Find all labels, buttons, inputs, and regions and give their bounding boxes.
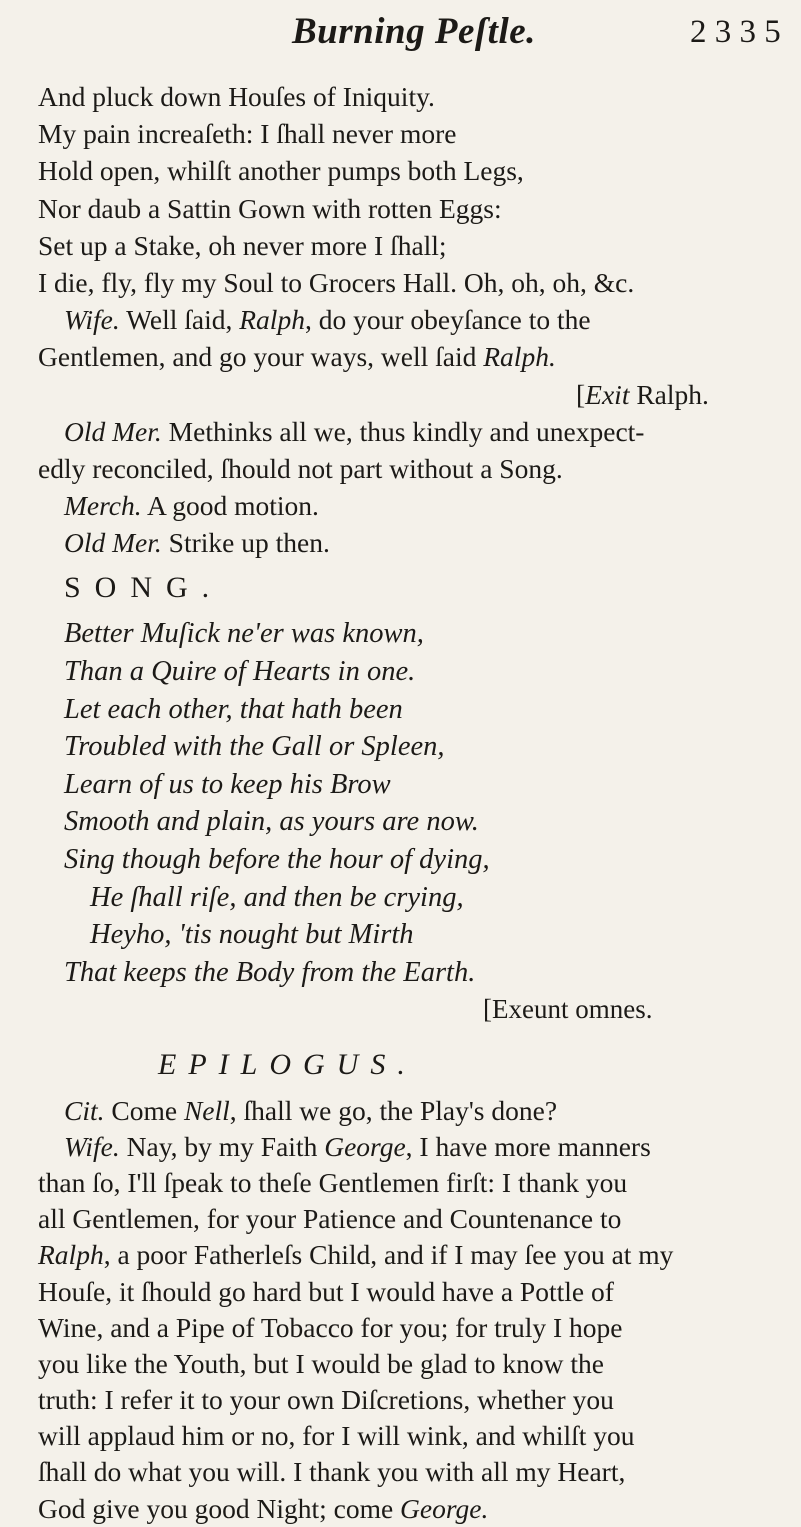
page-body — [38, 78, 778, 1527]
speech-wife — [38, 1129, 778, 1165]
character-name: George — [324, 1130, 406, 1162]
bracket: [ — [576, 378, 586, 410]
verse-line: Set up a Stake, oh never more I ſhall; — [38, 229, 447, 261]
song-line: Learn of us to keep his Brow — [64, 768, 391, 800]
song-line: Than a Quire of Hearts in one. — [64, 656, 416, 688]
stage-direction-exit — [38, 376, 778, 413]
character-name: George. — [400, 1492, 489, 1524]
verse-line: Nor daub a Sattin Gown with rotten Eggs: — [38, 192, 502, 224]
speaker-label: Wife. — [64, 304, 120, 336]
prose-line: will applaud him or no, for I will wink, and whilſt you — [38, 1420, 635, 1452]
verse-line: I die, fly, fly my Soul to Grocers Hall. Oh, oh, oh, &c. — [38, 266, 635, 298]
speech-text: Nay, by my Faith — [119, 1130, 325, 1162]
speaker-label: Merch. — [64, 490, 142, 522]
song-line: Heyho, 'tis nought but Mirth — [90, 919, 414, 951]
song-heading: SONG. — [64, 571, 224, 605]
prose-line: all Gentlemen, for your Patience and Countenance to — [38, 1203, 622, 1235]
prose-line: ſhall do what you will. I thank you with all my Heart, — [38, 1456, 626, 1488]
speaker-label: Old Mer. — [64, 415, 162, 447]
page-number: 2 3 3 5 — [690, 14, 781, 50]
speech-text: Strike up then. — [161, 527, 330, 559]
stage-direction-exeunt: [Exeunt omnes. — [483, 994, 653, 1025]
song-line: Better Muſick ne'er was known, — [64, 618, 424, 650]
song-line: Troubled with the Gall or Spleen, — [64, 731, 445, 763]
speech-text: , a poor Fatherleſs Child, and if I may ſee you at my — [103, 1239, 674, 1271]
prose-line — [38, 1491, 778, 1527]
character-name: Ralph. — [483, 341, 556, 373]
exit-word: Exit — [585, 378, 630, 410]
speech-merchant — [38, 487, 778, 524]
prose-line: truth: I refer it to your own Diſcretions, whether you — [38, 1384, 614, 1416]
speech-wife — [38, 301, 778, 338]
speech-continuation — [38, 338, 778, 375]
epilogue-heading: EPILOGUS. — [158, 1047, 417, 1081]
speech-text: God give you good Night; come — [38, 1492, 401, 1524]
epilogue-text — [38, 1093, 778, 1527]
speaker-label: Cit. — [64, 1094, 105, 1126]
prose-line: Houſe, it ſhould go hard but I would have a Pottle of — [38, 1275, 614, 1307]
running-title: Burning Peſtle. — [292, 11, 536, 52]
speech-citizen — [38, 1093, 778, 1129]
prose-line: Wine, and a Pipe of Tobacco for you; for truly I hope — [38, 1311, 623, 1343]
character-name: Ralph — [239, 304, 305, 336]
speech-continuation: edly reconciled, ſhould not part without a Song. — [38, 452, 563, 484]
song-line: That keeps the Body from the Earth. — [64, 956, 476, 988]
speech-text: Come — [104, 1094, 184, 1126]
speech-text: , do your obeyſance to the — [304, 304, 591, 336]
song-line: Smooth and plain, as yours are now. — [64, 806, 479, 838]
speech-old-merchant — [38, 413, 778, 450]
song-line: Sing though before the hour of dying, — [64, 844, 490, 875]
character-name: Nell — [183, 1094, 230, 1126]
song-line: He ſhall riſe, and then be crying, — [90, 881, 464, 913]
exit-who: Ralph. — [629, 378, 709, 410]
speech-text: A good motion. — [141, 490, 319, 522]
speech-text: Gentlemen, and go your ways, well ſaid — [38, 341, 484, 373]
speech-text: , ſhall we go, the Play's done? — [229, 1094, 558, 1126]
speech-text: , I have more manners — [405, 1130, 651, 1162]
verse-line: My pain increaſeth: I ſhall never more — [38, 118, 457, 150]
verse-line: Hold open, whilſt another pumps both Legs, — [38, 155, 524, 187]
prose-line — [38, 1237, 778, 1273]
prose-line: you like the Youth, but I would be glad to know the — [38, 1347, 605, 1379]
speech-old-merchant — [38, 524, 778, 561]
speaker-label: Old Mer. — [64, 527, 162, 559]
character-name: Ralph — [38, 1239, 104, 1271]
song-line: Let each other, that hath been — [64, 693, 403, 725]
page-header — [0, 8, 801, 68]
song-lyrics — [38, 615, 778, 991]
speech-text: Methinks all we, thus kindly and unexpect- — [161, 415, 645, 447]
speech-text: Well ſaid, — [119, 304, 240, 336]
verse-line: And pluck down Houſes of Iniquity. — [38, 81, 435, 112]
speaker-label: Wife. — [64, 1130, 120, 1162]
prose-line: than ſo, I'll ſpeak to theſe Gentlemen firſt: I thank you — [38, 1166, 628, 1198]
